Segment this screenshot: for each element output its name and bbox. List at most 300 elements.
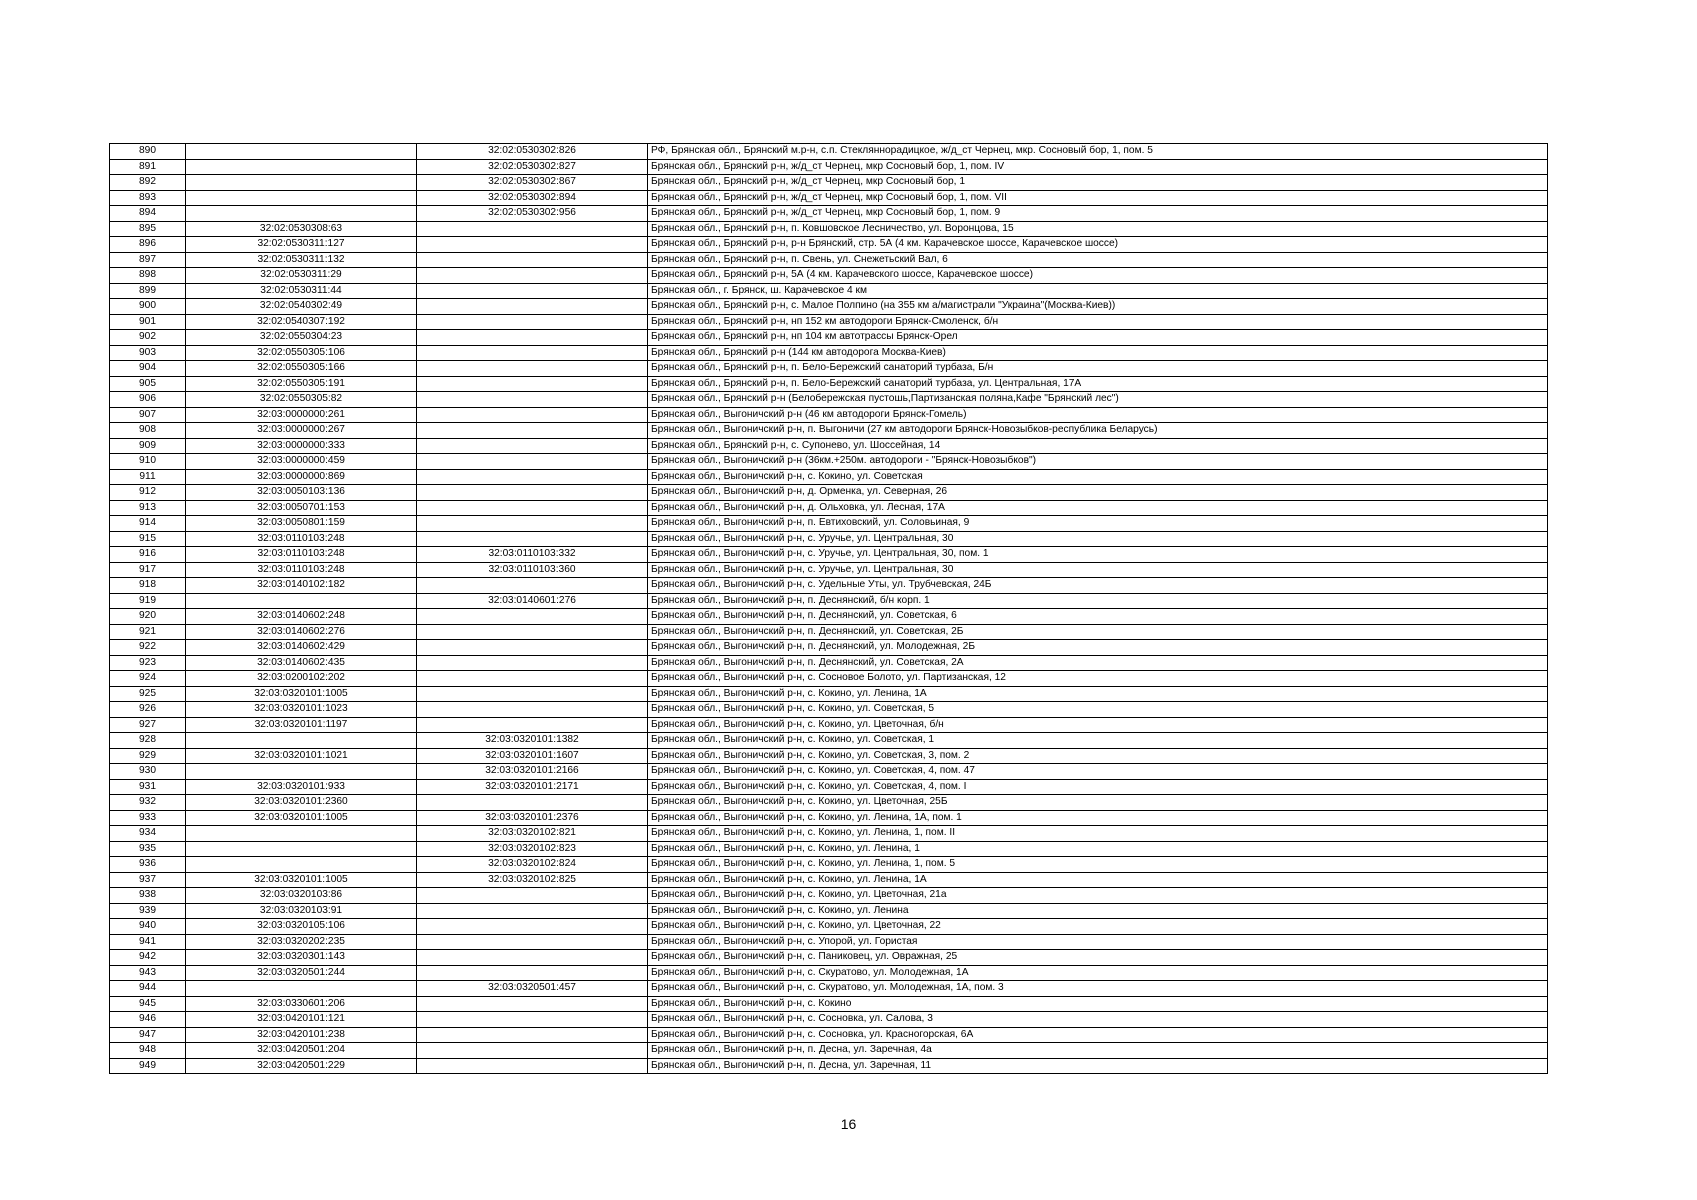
row-number-cell: 942 [110,950,186,966]
building-cadastral-number-cell [417,996,648,1012]
row-number-cell: 891 [110,159,186,175]
land-cadastral-number-cell [186,175,417,191]
row-number-cell: 909 [110,438,186,454]
row-number-cell: 930 [110,764,186,780]
land-cadastral-number-cell: 32:03:0110103:248 [186,547,417,563]
building-cadastral-number-cell: 32:03:0320101:1607 [417,748,648,764]
address-cell: Брянская обл., Выгоничский р-н (46 км автодороги Брянск-Гомель) [648,407,1548,423]
property-table [109,143,1548,1074]
address-cell: Брянская обл., Выгоничский р-н, с. Скуратово, ул. Молодежная, 1А, пом. 3 [648,981,1548,997]
address-cell: Брянская обл., Выгоничский р-н, п. Деснянский, ул. Советская, 6 [648,609,1548,625]
building-cadastral-number-cell [417,252,648,268]
land-cadastral-number-cell: 32:03:0320101:1197 [186,717,417,733]
land-cadastral-number-cell: 32:03:0110103:248 [186,562,417,578]
row-number-cell: 916 [110,547,186,563]
table-row [110,361,1548,377]
land-cadastral-number-cell: 32:03:0140602:248 [186,609,417,625]
row-number-cell: 941 [110,934,186,950]
table-row [110,578,1548,594]
table-row [110,144,1548,160]
row-number-cell: 925 [110,686,186,702]
table-row [110,872,1548,888]
address-cell: Брянская обл., Выгоничский р-н, с. Уручье, ул. Центральная, 30 [648,562,1548,578]
building-cadastral-number-cell [417,314,648,330]
row-number-cell: 945 [110,996,186,1012]
building-cadastral-number-cell: 32:03:0320102:824 [417,857,648,873]
table-row [110,252,1548,268]
building-cadastral-number-cell [417,454,648,470]
building-cadastral-number-cell [417,671,648,687]
land-cadastral-number-cell: 32:03:0140602:429 [186,640,417,656]
row-number-cell: 893 [110,190,186,206]
row-number-cell: 922 [110,640,186,656]
table-row [110,996,1548,1012]
land-cadastral-number-cell: 32:02:0550305:191 [186,376,417,392]
land-cadastral-number-cell [186,206,417,222]
table-row [110,779,1548,795]
building-cadastral-number-cell [417,221,648,237]
row-number-cell: 934 [110,826,186,842]
table-row [110,330,1548,346]
table-row [110,965,1548,981]
building-cadastral-number-cell: 32:03:0320101:2166 [417,764,648,780]
land-cadastral-number-cell: 32:03:0320501:244 [186,965,417,981]
building-cadastral-number-cell: 32:03:0110103:360 [417,562,648,578]
building-cadastral-number-cell: 32:03:0320101:2376 [417,810,648,826]
building-cadastral-number-cell [417,1027,648,1043]
building-cadastral-number-cell: 32:02:0530302:956 [417,206,648,222]
building-cadastral-number-cell [417,268,648,284]
table-row [110,454,1548,470]
address-cell: Брянская обл., Выгоничский р-н, с. Уручье, ул. Центральная, 30, пом. 1 [648,547,1548,563]
address-cell: Брянская обл., Выгоничский р-н, с. Удельные Уты, ул. Трубчевская, 24Б [648,578,1548,594]
table-body [110,144,1548,1074]
building-cadastral-number-cell: 32:03:0320102:823 [417,841,648,857]
table-row [110,485,1548,501]
building-cadastral-number-cell: 32:03:0140601:276 [417,593,648,609]
building-cadastral-number-cell [417,345,648,361]
table-row [110,1058,1548,1074]
land-cadastral-number-cell [186,733,417,749]
row-number-cell: 920 [110,609,186,625]
address-cell: Брянская обл., Выгоничский р-н, п. Деснянский, ул. Молодежная, 2Б [648,640,1548,656]
row-number-cell: 896 [110,237,186,253]
address-cell: Брянская обл., Выгоничский р-н, с. Кокино, ул. Ленина, 1 [648,841,1548,857]
address-cell: Брянская обл., Выгоничский р-н, д. Ольховка, ул. Лесная, 17А [648,500,1548,516]
building-cadastral-number-cell [417,686,648,702]
row-number-cell: 946 [110,1012,186,1028]
row-number-cell: 902 [110,330,186,346]
table-row [110,438,1548,454]
land-cadastral-number-cell: 32:03:0320202:235 [186,934,417,950]
building-cadastral-number-cell [417,1058,648,1074]
table-row [110,159,1548,175]
address-cell: Брянская обл., Брянский р-н, п. Бело-Бережский санаторий турбаза, ул. Центральная, 17А [648,376,1548,392]
land-cadastral-number-cell: 32:02:0540307:192 [186,314,417,330]
address-cell: Брянская обл., Выгоничский р-н, п. Деснянский, б/н корп. 1 [648,593,1548,609]
table-row [110,268,1548,284]
building-cadastral-number-cell [417,361,648,377]
row-number-cell: 914 [110,516,186,532]
building-cadastral-number-cell [417,469,648,485]
table-row [110,283,1548,299]
address-cell: Брянская обл., Выгоничский р-н, с. Кокино, ул. Ленина, 1А [648,686,1548,702]
land-cadastral-number-cell: 32:02:0530311:44 [186,283,417,299]
building-cadastral-number-cell [417,1012,648,1028]
address-cell: Брянская обл., Выгоничский р-н, с. Кокино, ул. Ленина, 1, пом. 5 [648,857,1548,873]
row-number-cell: 915 [110,531,186,547]
land-cadastral-number-cell: 32:03:0320101:933 [186,779,417,795]
table-row [110,423,1548,439]
row-number-cell: 908 [110,423,186,439]
address-cell: Брянская обл., Выгоничский р-н, с. Кокино, ул. Советская [648,469,1548,485]
table-row [110,221,1548,237]
row-number-cell: 911 [110,469,186,485]
land-cadastral-number-cell: 32:03:0140602:435 [186,655,417,671]
address-cell: Брянская обл., Брянский р-н (Белобережская пустошь,Партизанская поляна,Кафе "Брянский лес") [648,392,1548,408]
table-row [110,516,1548,532]
row-number-cell: 927 [110,717,186,733]
row-number-cell: 897 [110,252,186,268]
address-cell: Брянская обл., Брянский р-н, п. Свень, ул. Снежетьский Вал, 6 [648,252,1548,268]
land-cadastral-number-cell: 32:03:0420501:229 [186,1058,417,1074]
land-cadastral-number-cell: 32:02:0550305:166 [186,361,417,377]
table-row [110,531,1548,547]
table-row [110,717,1548,733]
row-number-cell: 900 [110,299,186,315]
land-cadastral-number-cell: 32:02:0540302:49 [186,299,417,315]
table-row [110,609,1548,625]
land-cadastral-number-cell: 32:03:0420101:121 [186,1012,417,1028]
table-row [110,950,1548,966]
row-number-cell: 906 [110,392,186,408]
row-number-cell: 931 [110,779,186,795]
address-cell: Брянская обл., Брянский р-н, ж/д_ст Чернец, мкр Сосновый бор, 1, пом. VII [648,190,1548,206]
building-cadastral-number-cell [417,717,648,733]
table-row [110,810,1548,826]
address-cell: Брянская обл., Выгоничский р-н, п. Десна, ул. Заречная, 11 [648,1058,1548,1074]
address-cell: Брянская обл., Выгоничский р-н, с. Паниковец, ул. Овражная, 25 [648,950,1548,966]
row-number-cell: 935 [110,841,186,857]
row-number-cell: 910 [110,454,186,470]
building-cadastral-number-cell: 32:03:0320102:821 [417,826,648,842]
address-cell: Брянская обл., Выгоничский р-н, с. Кокино, ул. Советская, 4, пом. 47 [648,764,1548,780]
row-number-cell: 933 [110,810,186,826]
table-row [110,702,1548,718]
address-cell: Брянская обл., Выгоничский р-н, п. Деснянский, ул. Советская, 2А [648,655,1548,671]
table-row [110,640,1548,656]
address-cell: Брянская обл., Выгоничский р-н, с. Кокино, ул. Цветочная, 21а [648,888,1548,904]
building-cadastral-number-cell: 32:03:0320101:1382 [417,733,648,749]
row-number-cell: 917 [110,562,186,578]
address-cell: Брянская обл., Выгоничский р-н, п. Деснянский, ул. Советская, 2Б [648,624,1548,640]
building-cadastral-number-cell [417,888,648,904]
land-cadastral-number-cell: 32:03:0420101:238 [186,1027,417,1043]
land-cadastral-number-cell: 32:03:0200102:202 [186,671,417,687]
address-cell: Брянская обл., Выгоничский р-н, п. Выгоничи (27 км автодороги Брянск-Новозыбков-республика Беларусь) [648,423,1548,439]
land-cadastral-number-cell [186,857,417,873]
table-row [110,1043,1548,1059]
address-cell: Брянская обл., Выгоничский р-н, с. Кокино, ул. Цветочная, 22 [648,919,1548,935]
building-cadastral-number-cell [417,330,648,346]
address-cell: Брянская обл., Выгоничский р-н, с. Кокино, ул. Ленина, 1, пом. II [648,826,1548,842]
row-number-cell: 904 [110,361,186,377]
address-cell: Брянская обл., Брянский р-н (144 км автодорога Москва-Киев) [648,345,1548,361]
land-cadastral-number-cell: 32:03:0000000:333 [186,438,417,454]
address-cell: Брянская обл., Выгоничский р-н, с. Кокино, ул. Ленина, 1А [648,872,1548,888]
table-row [110,593,1548,609]
table-row [110,934,1548,950]
building-cadastral-number-cell: 32:02:0530302:826 [417,144,648,160]
address-cell: Брянская обл., Выгоничский р-н, с. Скуратово, ул. Молодежная, 1А [648,965,1548,981]
land-cadastral-number-cell: 32:02:0550304:23 [186,330,417,346]
row-number-cell: 926 [110,702,186,718]
land-cadastral-number-cell: 32:03:0320105:106 [186,919,417,935]
row-number-cell: 901 [110,314,186,330]
land-cadastral-number-cell: 32:03:0320101:1021 [186,748,417,764]
table-row [110,190,1548,206]
table-row [110,919,1548,935]
row-number-cell: 949 [110,1058,186,1074]
table-row [110,547,1548,563]
row-number-cell: 898 [110,268,186,284]
land-cadastral-number-cell: 32:03:0000000:869 [186,469,417,485]
row-number-cell: 940 [110,919,186,935]
building-cadastral-number-cell [417,919,648,935]
building-cadastral-number-cell [417,640,648,656]
row-number-cell: 921 [110,624,186,640]
land-cadastral-number-cell: 32:03:0320101:1023 [186,702,417,718]
building-cadastral-number-cell [417,934,648,950]
address-cell: Брянская обл., Выгоничский р-н, с. Кокино, ул. Цветочная, б/н [648,717,1548,733]
address-cell: Брянская обл., Брянский р-н, ж/д_ст Чернец, мкр Сосновый бор, 1, пом. IV [648,159,1548,175]
building-cadastral-number-cell [417,624,648,640]
land-cadastral-number-cell: 32:03:0110103:248 [186,531,417,547]
address-cell: Брянская обл., Выгоничский р-н, с. Кокино, ул. Цветочная, 25Б [648,795,1548,811]
land-cadastral-number-cell: 32:03:0050701:153 [186,500,417,516]
row-number-cell: 890 [110,144,186,160]
land-cadastral-number-cell: 32:03:0420501:204 [186,1043,417,1059]
land-cadastral-number-cell [186,981,417,997]
land-cadastral-number-cell: 32:03:0330601:206 [186,996,417,1012]
land-cadastral-number-cell: 32:02:0530311:127 [186,237,417,253]
table-row [110,345,1548,361]
land-cadastral-number-cell [186,144,417,160]
address-cell: Брянская обл., Выгоничский р-н, с. Уручье, ул. Центральная, 30 [648,531,1548,547]
building-cadastral-number-cell [417,655,648,671]
row-number-cell: 924 [110,671,186,687]
row-number-cell: 905 [110,376,186,392]
building-cadastral-number-cell [417,438,648,454]
building-cadastral-number-cell [417,237,648,253]
land-cadastral-number-cell [186,190,417,206]
table-row [110,903,1548,919]
row-number-cell: 919 [110,593,186,609]
table-row [110,562,1548,578]
table-row [110,764,1548,780]
table-row [110,748,1548,764]
land-cadastral-number-cell: 32:03:0320101:2360 [186,795,417,811]
row-number-cell: 903 [110,345,186,361]
address-cell: Брянская обл., Брянский р-н, с. Супонево, ул. Шоссейная, 14 [648,438,1548,454]
table-row [110,314,1548,330]
row-number-cell: 912 [110,485,186,501]
address-cell: Брянская обл., Выгоничский р-н, с. Упорой, ул. Гористая [648,934,1548,950]
land-cadastral-number-cell: 32:02:0530311:29 [186,268,417,284]
address-cell: Брянская обл., Выгоничский р-н, с. Кокино, ул. Советская, 3, пом. 2 [648,748,1548,764]
building-cadastral-number-cell [417,609,648,625]
building-cadastral-number-cell [417,578,648,594]
land-cadastral-number-cell [186,159,417,175]
building-cadastral-number-cell [417,965,648,981]
building-cadastral-number-cell [417,407,648,423]
building-cadastral-number-cell: 32:02:0530302:867 [417,175,648,191]
land-cadastral-number-cell: 32:03:0320103:86 [186,888,417,904]
land-cadastral-number-cell [186,826,417,842]
row-number-cell: 895 [110,221,186,237]
address-cell: Брянская обл., Выгоничский р-н, с. Кокино, ул. Советская, 4, пом. I [648,779,1548,795]
address-cell: Брянская обл., Выгоничский р-н, с. Кокино [648,996,1548,1012]
table-row [110,469,1548,485]
table-row [110,671,1548,687]
land-cadastral-number-cell: 32:02:0530311:132 [186,252,417,268]
table-row [110,888,1548,904]
row-number-cell: 948 [110,1043,186,1059]
building-cadastral-number-cell [417,1043,648,1059]
land-cadastral-number-cell: 32:03:0140102:182 [186,578,417,594]
address-cell: Брянская обл., Брянский р-н, ж/д_ст Чернец, мкр Сосновый бор, 1, пом. 9 [648,206,1548,222]
address-cell: Брянская обл., Брянский р-н, с. Малое Полпино (на 355 км а/магистрали "Украина"(Москва-Киев)) [648,299,1548,315]
row-number-cell: 932 [110,795,186,811]
land-cadastral-number-cell: 32:03:0000000:267 [186,423,417,439]
building-cadastral-number-cell [417,531,648,547]
row-number-cell: 939 [110,903,186,919]
table-row [110,392,1548,408]
land-cadastral-number-cell: 32:03:0320101:1005 [186,872,417,888]
address-cell: Брянская обл., Выгоничский р-н, с. Кокино, ул. Советская, 5 [648,702,1548,718]
building-cadastral-number-cell [417,485,648,501]
land-cadastral-number-cell: 32:03:0320103:91 [186,903,417,919]
building-cadastral-number-cell: 32:02:0530302:827 [417,159,648,175]
address-cell: Брянская обл., Брянский р-н, п. Бело-Бережский санаторий турбаза, Б/н [648,361,1548,377]
building-cadastral-number-cell [417,795,648,811]
building-cadastral-number-cell: 32:03:0320102:825 [417,872,648,888]
table-row [110,299,1548,315]
land-cadastral-number-cell: 32:03:0320101:1005 [186,686,417,702]
row-number-cell: 944 [110,981,186,997]
building-cadastral-number-cell: 32:02:0530302:894 [417,190,648,206]
land-cadastral-number-cell: 32:03:0050801:159 [186,516,417,532]
building-cadastral-number-cell [417,950,648,966]
address-cell: Брянская обл., Выгоничский р-н, п. Десна, ул. Заречная, 4а [648,1043,1548,1059]
building-cadastral-number-cell [417,299,648,315]
land-cadastral-number-cell [186,764,417,780]
address-cell: Брянская обл., Брянский р-н, нп 104 км автотрассы Брянск-Орел [648,330,1548,346]
table-row [110,500,1548,516]
building-cadastral-number-cell: 32:03:0320501:457 [417,981,648,997]
table-row [110,857,1548,873]
land-cadastral-number-cell: 32:02:0550305:106 [186,345,417,361]
address-cell: Брянская обл., Выгоничский р-н (36км.+250м. автодороги - "Брянск-Новозыбков") [648,454,1548,470]
table-row [110,237,1548,253]
address-cell: Брянская обл., Выгоничский р-н, с. Сосновка, ул. Салова, 3 [648,1012,1548,1028]
land-cadastral-number-cell: 32:03:0000000:261 [186,407,417,423]
address-cell: Брянская обл., Брянский р-н, ж/д_ст Чернец, мкр Сосновый бор, 1 [648,175,1548,191]
address-cell: Брянская обл., Брянский р-н, 5А (4 км. Карачевского шоссе, Карачевское шоссе) [648,268,1548,284]
land-cadastral-number-cell: 32:03:0000000:459 [186,454,417,470]
land-cadastral-number-cell [186,841,417,857]
row-number-cell: 899 [110,283,186,299]
address-cell: Брянская обл., Брянский р-н, п. Ковшовское Лесничество, ул. Воронцова, 15 [648,221,1548,237]
row-number-cell: 894 [110,206,186,222]
table-row [110,981,1548,997]
table-row [110,733,1548,749]
table-row [110,655,1548,671]
land-cadastral-number-cell: 32:03:0140602:276 [186,624,417,640]
building-cadastral-number-cell [417,423,648,439]
land-cadastral-number-cell: 32:03:0050103:136 [186,485,417,501]
address-cell: Брянская обл., Выгоничский р-н, д. Орменка, ул. Северная, 26 [648,485,1548,501]
address-cell: Брянская обл., Выгоничский р-н, с. Кокино, ул. Советская, 1 [648,733,1548,749]
row-number-cell: 907 [110,407,186,423]
row-number-cell: 918 [110,578,186,594]
row-number-cell: 913 [110,500,186,516]
building-cadastral-number-cell: 32:03:0110103:332 [417,547,648,563]
building-cadastral-number-cell [417,392,648,408]
building-cadastral-number-cell [417,500,648,516]
address-cell: Брянская обл., Брянский р-н, нп 152 км автодороги Брянск-Смоленск, б/н [648,314,1548,330]
building-cadastral-number-cell [417,283,648,299]
table-row [110,826,1548,842]
building-cadastral-number-cell [417,903,648,919]
address-cell: Брянская обл., Выгоничский р-н, с. Кокино, ул. Ленина [648,903,1548,919]
building-cadastral-number-cell [417,516,648,532]
address-cell: Брянская обл., Выгоничский р-н, с. Сосновое Болото, ул. Партизанская, 12 [648,671,1548,687]
row-number-cell: 928 [110,733,186,749]
building-cadastral-number-cell [417,376,648,392]
address-cell: Брянская обл., г. Брянск, ш. Карачевское 4 км [648,283,1548,299]
land-cadastral-number-cell: 32:02:0530308:63 [186,221,417,237]
land-cadastral-number-cell [186,593,417,609]
table-row [110,175,1548,191]
address-cell: Брянская обл., Выгоничский р-н, с. Кокино, ул. Ленина, 1А, пом. 1 [648,810,1548,826]
row-number-cell: 937 [110,872,186,888]
address-cell: Брянская обл., Выгоничский р-н, с. Сосновка, ул. Красногорская, 6А [648,1027,1548,1043]
table-row [110,1027,1548,1043]
table-row [110,376,1548,392]
land-cadastral-number-cell: 32:03:0320101:1005 [186,810,417,826]
table-row [110,841,1548,857]
row-number-cell: 947 [110,1027,186,1043]
table-row [110,795,1548,811]
row-number-cell: 892 [110,175,186,191]
table-row [110,206,1548,222]
page-number: 16 [840,1116,857,1132]
row-number-cell: 923 [110,655,186,671]
land-cadastral-number-cell: 32:02:0550305:82 [186,392,417,408]
building-cadastral-number-cell [417,702,648,718]
row-number-cell: 929 [110,748,186,764]
table-row [110,686,1548,702]
building-cadastral-number-cell: 32:03:0320101:2171 [417,779,648,795]
table-row [110,1012,1548,1028]
address-cell: Брянская обл., Брянский р-н, р-н Брянский, стр. 5А (4 км. Карачевское шоссе, Карачевское шоссе) [648,237,1548,253]
address-cell: РФ, Брянская обл., Брянский м.р-н, с.п. Стеклянноpадицкое, ж/д_ст Чернец, мкр. Сосновый бор, 1, пом. 5 [648,144,1548,160]
land-cadastral-number-cell: 32:03:0320301:143 [186,950,417,966]
row-number-cell: 936 [110,857,186,873]
table-row [110,624,1548,640]
row-number-cell: 938 [110,888,186,904]
